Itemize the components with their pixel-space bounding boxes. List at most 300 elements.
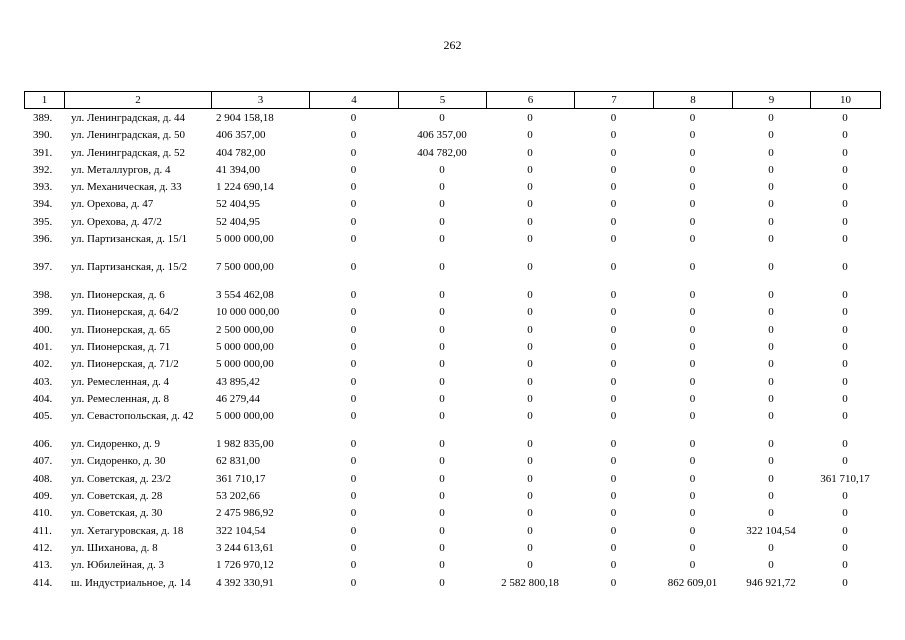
table-cell-col-4: 0 (350, 507, 357, 520)
table-cell-col-7: 0 (610, 215, 617, 228)
table-cell-col-4: 0 (350, 541, 357, 554)
table-cell-col-2: ул. Пионерская, д. 65 (71, 323, 171, 336)
page-number: 262 (443, 38, 462, 52)
table-cell-col-3: 10 000 000,00 (216, 306, 280, 319)
table-cell-col-6: 0 (527, 289, 533, 302)
table-cell-col-7: 0 (610, 340, 617, 353)
table-cell-col-6: 0 (527, 146, 533, 159)
table-cell-col-6: 0 (527, 455, 533, 468)
table-cell-col-8: 0 (689, 198, 696, 211)
table-cell-col-9: 0 (768, 198, 774, 211)
table-cell-col-8: 0 (689, 146, 696, 159)
table-cell-col-4: 0 (350, 289, 357, 302)
table-cell-col-3: 43 895,42 (216, 375, 260, 388)
table-row (24, 491, 880, 508)
table-cell-col-1: 390. (33, 129, 53, 142)
table-cell-col-8: 0 (689, 541, 696, 554)
table-row (24, 217, 880, 234)
table-cell-col-3: 7 500 000,00 (216, 261, 274, 274)
table-cell-col-4: 0 (350, 375, 357, 388)
table-cell-col-1: 408. (33, 472, 53, 485)
table-row (24, 130, 880, 147)
table-cell-col-6: 0 (527, 490, 533, 503)
table-cell-col-6: 2 582 800,18 (501, 576, 559, 589)
table-cell-col-6: 0 (527, 375, 533, 388)
table-cell-col-3: 5 000 000,00 (216, 340, 274, 353)
table-row (24, 165, 880, 182)
table-cell-col-9: 0 (768, 455, 774, 468)
column-header-table (24, 91, 881, 109)
table-cell-col-6: 0 (527, 181, 533, 194)
column-header-row (25, 92, 881, 109)
table-cell-col-5: 0 (439, 541, 445, 554)
table-cell-col-10: 0 (842, 340, 848, 353)
table-cell-col-9: 0 (768, 358, 774, 371)
table-row (24, 578, 880, 606)
table-cell-col-3: 3 554 462,08 (216, 289, 274, 302)
table-row (24, 199, 880, 216)
table-cell-col-1: 392. (33, 163, 53, 176)
table-cell-col-6: 0 (527, 306, 533, 319)
table-cell-col-8: 0 (689, 559, 696, 572)
table-cell-col-7: 0 (610, 559, 617, 572)
table-cell-col-1: 398. (33, 289, 53, 302)
table-cell-col-9: 0 (768, 541, 774, 554)
table-cell-col-2: ул. Севастопольская, д. 42 (71, 410, 194, 423)
table-cell-col-3: 5 000 000,00 (216, 410, 274, 423)
table-cell-col-8: 0 (689, 289, 696, 302)
table-row (24, 342, 880, 359)
table-cell-col-1: 395. (33, 215, 53, 228)
table-row (24, 307, 880, 324)
table-cell-col-3: 1 982 835,00 (216, 438, 274, 451)
table-cell-col-2: ул. Советская, д. 23/2 (71, 472, 171, 485)
table-cell-col-5: 406 357,00 (417, 129, 467, 142)
table-cell-col-4: 0 (350, 323, 357, 336)
table-cell-col-10: 0 (842, 163, 848, 176)
table-cell-col-10: 0 (842, 306, 848, 319)
table-cell-col-5: 0 (439, 438, 445, 451)
table-cell-col-3: 2 904 158,18 (216, 112, 274, 124)
table-cell-col-5: 0 (439, 215, 445, 228)
table-cell-col-5: 0 (439, 289, 445, 302)
table-cell-col-9: 0 (768, 146, 774, 159)
table-row (24, 456, 880, 473)
table-cell-col-5: 0 (439, 455, 445, 468)
table-cell-col-9: 0 (768, 261, 774, 274)
table-cell-col-3: 404 782,00 (216, 146, 266, 159)
table-cell-col-8: 0 (689, 261, 696, 274)
table-cell-col-9: 0 (768, 306, 774, 319)
table-cell-col-4: 0 (350, 358, 357, 371)
table-cell-col-5: 0 (439, 181, 445, 194)
table-cell-col-8: 0 (689, 306, 696, 319)
table-cell-col-8: 0 (689, 472, 696, 485)
table-cell-col-4: 0 (350, 455, 357, 468)
table-row (24, 560, 880, 577)
column-header-2: 2 (65, 92, 212, 109)
table-cell-col-2: ул. Орехова, д. 47 (71, 198, 154, 211)
table-cell-col-2: ул. Ремесленная, д. 8 (71, 392, 170, 405)
table-cell-col-10: 0 (842, 438, 848, 451)
table-cell-col-7: 0 (610, 358, 617, 371)
table-row (24, 359, 880, 376)
table-cell-col-1: 391. (33, 146, 53, 159)
table-cell-col-2: ул. Пионерская, д. 64/2 (71, 306, 179, 319)
table-row (24, 439, 880, 456)
table-cell-col-2: ул. Орехова, д. 47/2 (71, 215, 162, 228)
table-cell-col-9: 0 (768, 163, 774, 176)
table-cell-col-8: 0 (689, 323, 696, 336)
table-cell-col-7: 0 (610, 146, 617, 159)
table-cell-col-4: 0 (350, 392, 357, 405)
table-cell-col-4: 0 (350, 524, 357, 537)
table-cell-col-5: 0 (439, 233, 445, 246)
table-cell-col-8: 0 (689, 438, 696, 451)
table-cell-col-5: 0 (439, 507, 445, 520)
table-cell-col-6: 0 (527, 112, 533, 124)
table-cell-col-7: 0 (610, 112, 617, 124)
table-cell-col-10: 0 (842, 146, 848, 159)
table-cell-col-1: 410. (33, 507, 53, 520)
table-cell-col-6: 0 (527, 233, 533, 246)
table-cell-col-9: 0 (768, 129, 774, 142)
table-row (24, 394, 880, 411)
table-cell-col-10: 0 (842, 541, 848, 554)
table-cell-col-6: 0 (527, 541, 533, 554)
table-cell-col-1: 413. (33, 559, 53, 572)
table-cell-col-2: ул. Юбилейная, д. 3 (71, 559, 164, 572)
table-cell-col-9: 0 (768, 507, 774, 520)
table-cell-col-2: ул. Сидоренко, д. 9 (71, 438, 160, 451)
table-row (24, 113, 880, 130)
table-cell-col-4: 0 (350, 306, 357, 319)
table-cell-col-9: 0 (768, 438, 774, 451)
table-cell-col-3: 53 202,66 (216, 490, 260, 503)
table-row (24, 148, 880, 165)
table-cell-col-3: 52 404,95 (216, 215, 260, 228)
table-cell-col-1: 399. (33, 306, 53, 319)
table-cell-col-10: 0 (842, 289, 848, 302)
table-cell-col-1: 405. (33, 410, 53, 423)
table-cell-col-5: 0 (439, 576, 445, 589)
table-cell-col-2: ул. Ленинградская, д. 52 (71, 146, 186, 159)
table-cell-col-1: 406. (33, 438, 53, 451)
table-cell-col-4: 0 (350, 410, 357, 423)
table-cell-col-1: 394. (33, 198, 53, 211)
table-cell-col-4: 0 (350, 490, 357, 503)
table-cell-col-6: 0 (527, 472, 533, 485)
table-cell-col-3: 1 224 690,14 (216, 181, 274, 194)
table-cell-col-7: 0 (610, 289, 617, 302)
table-cell-col-2: ул. Партизанская, д. 15/2 (71, 261, 188, 274)
table-cell-col-6: 0 (527, 438, 533, 451)
table-cell-col-7: 0 (610, 410, 617, 423)
table-cell-col-1: 401. (33, 340, 53, 353)
table-cell-col-2: ул. Советская, д. 28 (71, 490, 163, 503)
table-cell-col-7: 0 (610, 392, 617, 405)
table-cell-col-2: ул. Шиханова, д. 8 (71, 541, 158, 554)
table-cell-col-10: 0 (842, 233, 848, 246)
table-cell-col-5: 0 (439, 163, 445, 176)
table-cell-col-8: 0 (689, 375, 696, 388)
table-cell-col-8: 0 (689, 181, 696, 194)
table-cell-col-7: 0 (610, 438, 617, 451)
table-cell-col-8: 0 (689, 392, 696, 405)
table-cell-col-10: 0 (842, 576, 848, 589)
table-cell-col-4: 0 (350, 112, 357, 124)
table-cell-col-10: 0 (842, 375, 848, 388)
table-cell-col-8: 0 (689, 112, 696, 124)
table-cell-col-10: 0 (842, 358, 848, 371)
table-cell-col-10: 0 (842, 507, 848, 520)
table-cell-col-3: 322 104,54 (216, 524, 266, 537)
table-cell-col-9: 0 (768, 472, 774, 485)
table-cell-col-2: ул. Металлургов, д. 4 (71, 163, 171, 176)
table-row (24, 262, 880, 290)
table-cell-col-8: 0 (689, 507, 696, 520)
table-cell-col-9: 946 921,72 (746, 576, 796, 589)
table-cell-col-2: ул. Механическая, д. 33 (71, 181, 182, 194)
table-cell-col-5: 0 (439, 340, 445, 353)
table-cell-col-8: 0 (689, 358, 696, 371)
table-cell-col-1: 414. (33, 576, 53, 589)
table-cell-col-4: 0 (350, 198, 357, 211)
table-cell-col-4: 0 (350, 472, 357, 485)
table-cell-col-3: 41 394,00 (216, 163, 260, 176)
table-cell-col-6: 0 (527, 392, 533, 405)
table-cell-col-6: 0 (527, 507, 533, 520)
table-cell-col-7: 0 (610, 163, 617, 176)
column-header-7: 7 (575, 92, 654, 109)
table-cell-col-3: 5 000 000,00 (216, 358, 274, 371)
table-cell-col-9: 0 (768, 181, 774, 194)
table-cell-col-8: 0 (689, 455, 696, 468)
table-cell-col-2: ул. Ленинградская, д. 50 (71, 129, 186, 142)
table-cell-col-8: 0 (689, 524, 696, 537)
table-cell-col-7: 0 (610, 472, 617, 485)
table-cell-col-10: 0 (842, 181, 848, 194)
table-cell-col-2: ул. Советская, д. 30 (71, 507, 163, 520)
table-cell-col-7: 0 (610, 129, 617, 142)
table-cell-col-4: 0 (350, 129, 357, 142)
table-cell-col-6: 0 (527, 358, 533, 371)
table-cell-col-6: 0 (527, 524, 533, 537)
table-cell-col-7: 0 (610, 181, 617, 194)
table-cell-col-9: 0 (768, 233, 774, 246)
table-cell-col-1: 409. (33, 490, 53, 503)
table-cell-col-1: 411. (33, 524, 52, 537)
table-cell-col-4: 0 (350, 215, 357, 228)
table-cell-col-5: 0 (439, 112, 445, 124)
column-header-5: 5 (399, 92, 487, 109)
table-cell-col-8: 0 (689, 490, 696, 503)
table-cell-col-8: 862 609,01 (667, 576, 718, 589)
table-cell-col-10: 0 (842, 198, 848, 211)
table-cell-col-4: 0 (350, 233, 357, 246)
table-cell-col-5: 0 (439, 490, 445, 503)
table-cell-col-1: 389. (33, 112, 53, 124)
table-row (24, 543, 880, 560)
table-cell-col-9: 0 (768, 215, 774, 228)
data-table-body (24, 113, 880, 606)
table-cell-col-2: ул. Хетагуровская, д. 18 (71, 524, 184, 537)
table-cell-col-7: 0 (610, 576, 617, 589)
table-cell-col-5: 0 (439, 410, 445, 423)
table-cell-col-4: 0 (350, 181, 357, 194)
table-cell-col-6: 0 (527, 163, 533, 176)
table-cell-col-4: 0 (350, 576, 357, 589)
table-cell-col-9: 0 (768, 392, 774, 405)
table-cell-col-6: 0 (527, 215, 533, 228)
table-cell-col-10: 0 (842, 112, 848, 124)
table-cell-col-2: ул. Ленинградская, д. 44 (71, 112, 186, 124)
table-cell-col-6: 0 (527, 129, 533, 142)
table-row (24, 474, 880, 491)
table-cell-col-8: 0 (689, 129, 696, 142)
table-cell-col-10: 0 (842, 215, 848, 228)
table-cell-col-10: 0 (842, 129, 848, 142)
table-cell-col-6: 0 (527, 261, 533, 274)
data-table (24, 113, 880, 606)
table-cell-col-10: 361 710,17 (820, 472, 870, 485)
table-cell-col-3: 52 404,95 (216, 198, 260, 211)
table-cell-col-10: 0 (842, 261, 848, 274)
table-cell-col-8: 0 (689, 340, 696, 353)
table-cell-col-6: 0 (527, 323, 533, 336)
table-row (24, 508, 880, 525)
table-cell-col-10: 0 (842, 455, 848, 468)
table-cell-col-7: 0 (610, 375, 617, 388)
table-cell-col-8: 0 (689, 215, 696, 228)
table-cell-col-7: 0 (610, 233, 617, 246)
table-cell-col-1: 403. (33, 375, 53, 388)
table-cell-col-4: 0 (350, 146, 357, 159)
table-cell-col-7: 0 (610, 198, 617, 211)
table-cell-col-3: 46 279,44 (216, 392, 260, 405)
table-row (24, 290, 880, 307)
table-cell-col-8: 0 (689, 163, 696, 176)
table-cell-col-1: 400. (33, 323, 53, 336)
table-cell-col-4: 0 (350, 559, 357, 572)
table-cell-col-9: 0 (768, 323, 774, 336)
table-cell-col-1: 404. (33, 392, 53, 405)
table-cell-col-4: 0 (350, 340, 357, 353)
table-cell-col-7: 0 (610, 323, 617, 336)
table-cell-col-9: 0 (768, 490, 774, 503)
column-header-10: 10 (811, 92, 881, 109)
table-row (24, 234, 880, 262)
table-cell-col-1: 407. (33, 455, 53, 468)
table-cell-col-1: 397. (33, 261, 53, 274)
table-cell-col-6: 0 (527, 410, 533, 423)
table-cell-col-5: 0 (439, 261, 445, 274)
table-cell-col-2: ул. Партизанская, д. 15/1 (71, 233, 188, 246)
table-cell-col-7: 0 (610, 507, 617, 520)
table-cell-col-5: 0 (439, 472, 445, 485)
table-cell-col-3: 2 475 986,92 (216, 507, 274, 520)
table-cell-col-10: 0 (842, 490, 848, 503)
table-row (24, 377, 880, 394)
table-cell-col-2: ш. Индустриальное, д. 14 (71, 576, 191, 589)
table-cell-col-2: ул. Ремесленная, д. 4 (71, 375, 170, 388)
table-cell-col-7: 0 (610, 524, 617, 537)
table-cell-col-9: 0 (768, 340, 774, 353)
table-cell-col-1: 402. (33, 358, 53, 371)
table-cell-col-6: 0 (527, 198, 533, 211)
column-header-6: 6 (487, 92, 575, 109)
table-cell-col-3: 406 357,00 (216, 129, 266, 142)
table-cell-col-6: 0 (527, 559, 533, 572)
table-cell-col-5: 0 (439, 198, 445, 211)
table-cell-col-4: 0 (350, 261, 357, 274)
column-header-4: 4 (310, 92, 399, 109)
table-cell-col-5: 0 (439, 358, 445, 371)
table-cell-col-8: 0 (689, 233, 696, 246)
table-cell-col-1: 393. (33, 181, 53, 194)
column-header-1: 1 (25, 92, 65, 109)
column-header-3: 3 (212, 92, 310, 109)
table-cell-col-5: 0 (439, 323, 445, 336)
table-cell-col-7: 0 (610, 306, 617, 319)
table-cell-col-5: 0 (439, 524, 445, 537)
table-cell-col-3: 2 500 000,00 (216, 323, 274, 336)
table-cell-col-3: 5 000 000,00 (216, 233, 274, 246)
table-cell-col-2: ул. Пионерская, д. 71/2 (71, 358, 179, 371)
table-cell-col-6: 0 (527, 340, 533, 353)
table-cell-col-5: 0 (439, 306, 445, 319)
table-cell-col-7: 0 (610, 490, 617, 503)
table-cell-col-3: 62 831,00 (216, 455, 260, 468)
table-cell-col-10: 0 (842, 524, 848, 537)
table-cell-col-10: 0 (842, 392, 848, 405)
table-cell-col-10: 0 (842, 323, 848, 336)
table-cell-col-4: 0 (350, 163, 357, 176)
table-cell-col-3: 361 710,17 (216, 472, 266, 485)
column-header-8: 8 (654, 92, 733, 109)
table-cell-col-5: 0 (439, 375, 445, 388)
table-cell-col-2: ул. Пионерская, д. 71 (71, 340, 171, 353)
table-cell-col-9: 322 104,54 (746, 524, 796, 537)
table-cell-col-3: 1 726 970,12 (216, 559, 274, 572)
table-row (24, 526, 880, 543)
table-row (24, 182, 880, 199)
table-cell-col-5: 0 (439, 392, 445, 405)
table-cell-col-1: 412. (33, 541, 53, 554)
table-cell-col-4: 0 (350, 438, 357, 451)
table-cell-col-3: 4 392 330,91 (216, 576, 274, 589)
table-cell-col-7: 0 (610, 455, 617, 468)
table-cell-col-5: 0 (439, 559, 445, 572)
table-row (24, 325, 880, 342)
table-cell-col-9: 0 (768, 289, 774, 302)
table-cell-col-1: 396. (33, 233, 53, 246)
table-cell-col-3: 3 244 613,61 (216, 541, 274, 554)
column-header-9: 9 (733, 92, 811, 109)
table-cell-col-10: 0 (842, 410, 848, 423)
table-cell-col-10: 0 (842, 559, 848, 572)
table-cell-col-2: ул. Сидоренко, д. 30 (71, 455, 166, 468)
table-cell-col-9: 0 (768, 112, 774, 124)
table-cell-col-9: 0 (768, 559, 774, 572)
table-cell-col-2: ул. Пионерская, д. 6 (71, 289, 165, 302)
table-cell-col-8: 0 (689, 410, 696, 423)
table-cell-col-7: 0 (610, 541, 617, 554)
table-cell-col-7: 0 (610, 261, 617, 274)
table-cell-col-9: 0 (768, 410, 774, 423)
table-row (24, 411, 880, 439)
table-cell-col-9: 0 (768, 375, 774, 388)
